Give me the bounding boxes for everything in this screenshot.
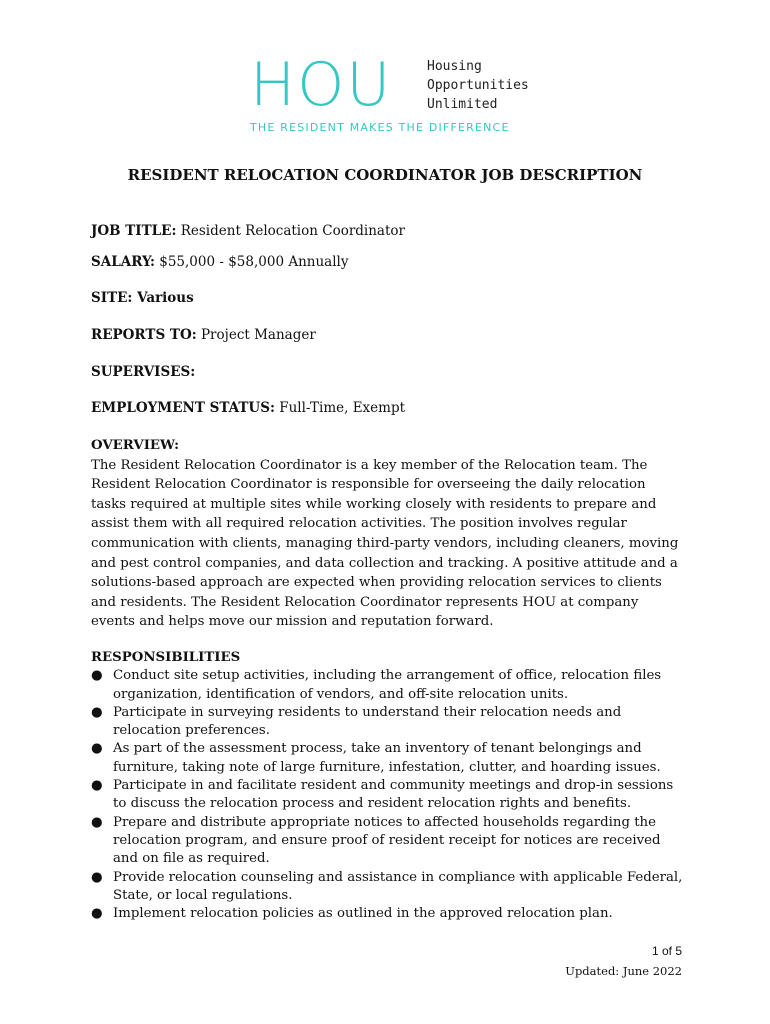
bullet-icon: ● [91, 704, 103, 720]
list-item-text: Participate in and facilitate resident and community meetings and drop-in sessions to discuss the relocation process and resident relocation rights and benefits. [113, 778, 674, 812]
overview-text: The Resident Relocation Coordinator is a key member of the Relocation team. The Resident Relocation Coordinator is responsible for overseeing the daily relocation tasks required at multiple sites while working closely with residents to prepare and assist them with all required relocation activities. The position involves regular communication with clients, managing third-party vendors, including cleaners, moving and pest control companies, and data collection and tracking. A positive attitude and a solutions-based approach are expected when providing relocation services to clients and residents. The Resident Relocation Coordinator represents HOU at company events and helps move our mission and reputation forward. [91, 457, 679, 630]
field-value: Full-Time, Exempt [274, 400, 406, 416]
logo-tagline: THE RESIDENT MAKES THE DIFFERENCE [250, 121, 510, 134]
list-item [91, 869, 686, 906]
field-label: REPORTS TO: [91, 327, 197, 343]
list-item [91, 905, 686, 923]
bullet-icon: ● [91, 814, 103, 830]
field-site [91, 290, 194, 306]
document-title: RESIDENT RELOCATION COORDINATOR JOB DESCRIPTION [127, 166, 643, 184]
logo-name-line: Housing [427, 59, 482, 74]
field-label: SUPERVISES: [91, 364, 196, 380]
list-item-text: Provide relocation counseling and assistance in compliance with applicable Federal, State, or local regulations. [113, 869, 683, 903]
responsibilities-list [91, 667, 686, 923]
field-value: $55,000 - $58,000 Annually [154, 254, 349, 270]
field-salary [91, 254, 348, 270]
logo-name-line: Unlimited [427, 97, 498, 112]
overview-heading: OVERVIEW: [91, 438, 179, 453]
list-item [91, 814, 686, 869]
bullet-icon: ● [91, 778, 103, 794]
field-label: EMPLOYMENT STATUS: [91, 400, 275, 416]
logo-mark: HOU [250, 50, 393, 120]
overview-section [91, 436, 681, 632]
field-label: SITE: Various [91, 290, 194, 306]
list-item [91, 777, 686, 814]
list-item [91, 667, 686, 704]
bullet-icon: ● [91, 906, 103, 922]
bullet-icon: ● [91, 668, 103, 684]
field-supervises [91, 364, 195, 380]
logo-organization-name [427, 57, 529, 114]
list-item-text: Participate in surveying residents to understand their relocation needs and relocation preferences. [113, 704, 622, 739]
field-value: Resident Relocation Coordinator [176, 223, 405, 239]
field-job-title [91, 223, 405, 239]
field-value: Project Manager [196, 327, 316, 343]
page-number: 1 of 5 [651, 944, 682, 958]
logo-name-line: Opportunities [427, 78, 529, 93]
list-item [91, 704, 686, 741]
field-employment-status [91, 400, 405, 416]
list-item-text: As part of the assessment process, take an inventory of tenant belongings and furniture, taking note of large furniture, infestation, clutter, and hoarding issues. [113, 741, 661, 775]
hou-logo [250, 50, 540, 135]
bullet-icon: ● [91, 869, 103, 885]
list-item-text: Prepare and distribute appropriate notices to affected households regarding the relocation program, and ensure proof of resident receipt for notices are received and on file as required. [113, 814, 661, 867]
list-item-text: Conduct site setup activities, including the arrangement of office, relocation files organization, identification of vendors, and off-site relocation units. [113, 668, 662, 702]
responsibilities-heading: RESPONSIBILITIES [91, 650, 241, 665]
field-reports-to [91, 327, 316, 343]
list-item-text: Implement relocation policies as outlined in the approved relocation plan. [113, 906, 613, 922]
updated-date: Updated: June 2022 [565, 964, 682, 978]
bullet-icon: ● [91, 741, 103, 757]
list-item [91, 740, 686, 777]
field-label: JOB TITLE: [91, 223, 177, 239]
responsibilities-section [91, 649, 686, 923]
field-label: SALARY: [91, 254, 155, 270]
